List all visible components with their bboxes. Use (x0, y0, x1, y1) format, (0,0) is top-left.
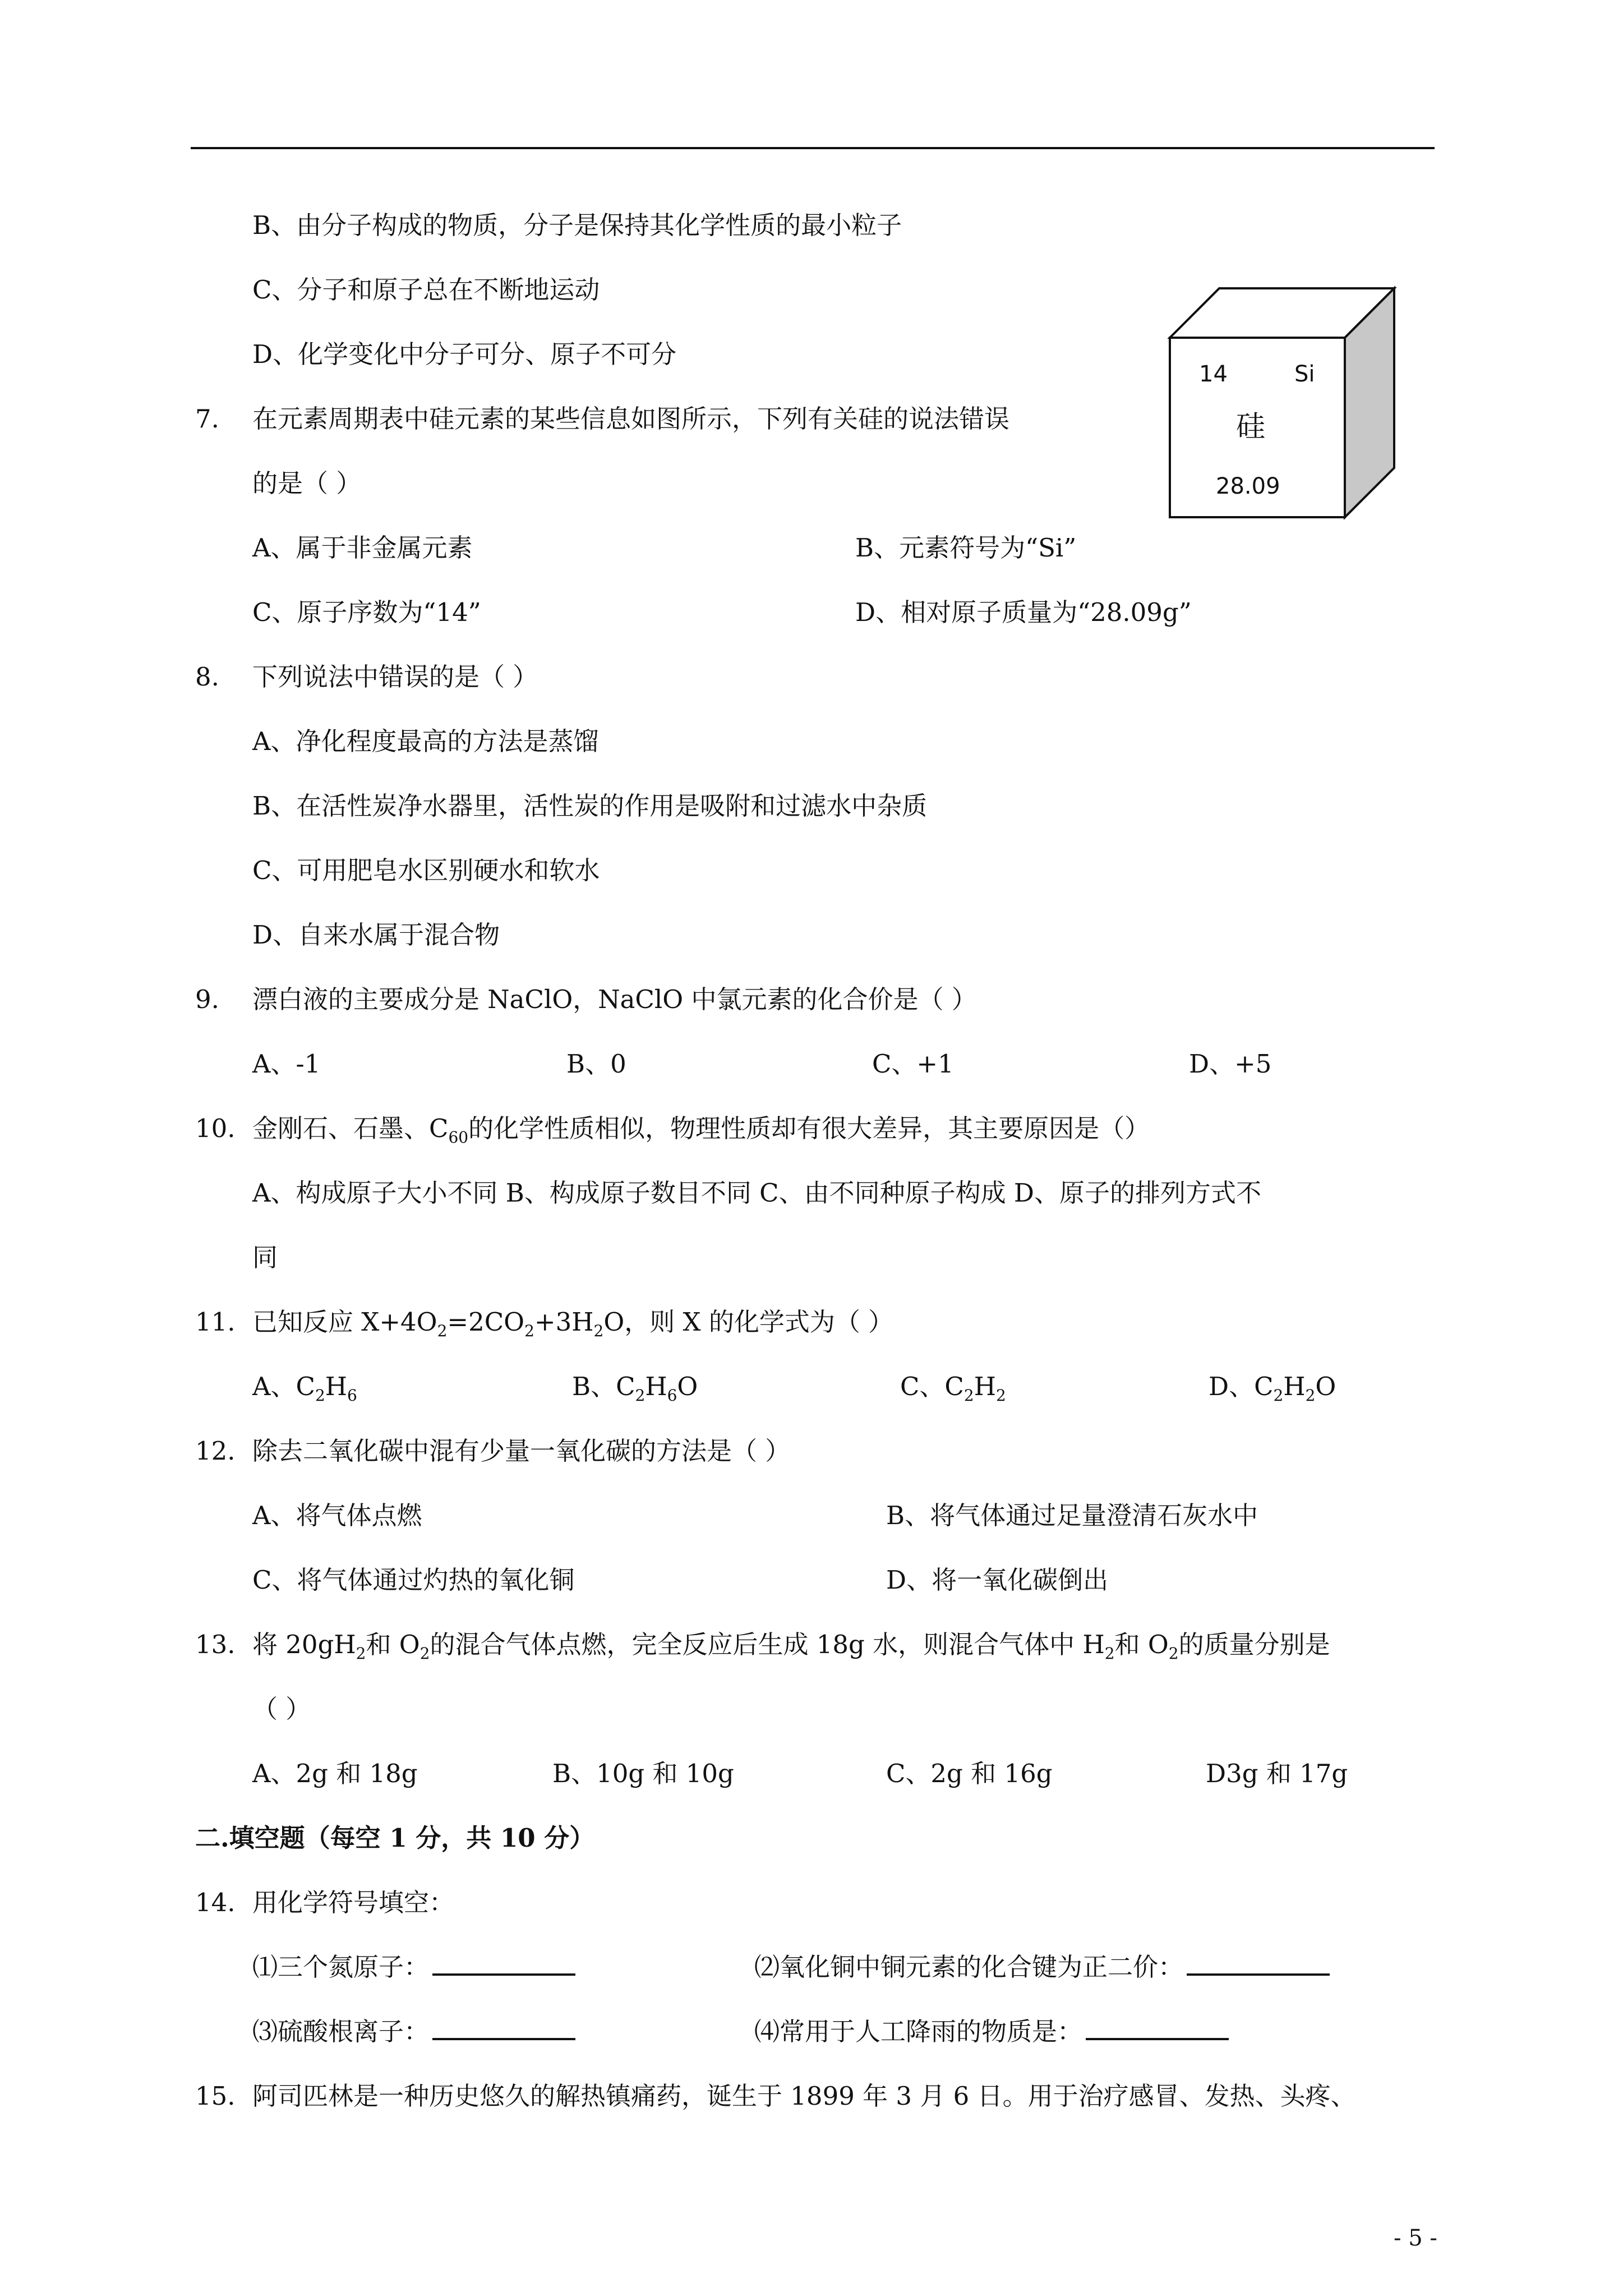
q10-number: 10. (195, 1114, 236, 1143)
q9-option-d: D、+5 (1189, 1049, 1272, 1079)
q7-stem-line1: 在元素周期表中硅元素的某些信息如图所示，下列有关硅的说法错误 (252, 404, 1010, 434)
q12-stem: 除去二氧化碳中混有少量一氧化碳的方法是（ ） (252, 1436, 791, 1466)
q8-number: 8. (195, 662, 219, 692)
q9-option-b: B、0 (566, 1049, 626, 1079)
q14-item-2: ⑵氧化铜中铜元素的化合键为正二价： (754, 1950, 1330, 1984)
q8-option-c: C、可用肥皂水区别硬水和软水 (252, 855, 600, 885)
q9-option-a: A、-1 (252, 1049, 321, 1079)
header-rule (191, 147, 1435, 149)
atomic-number: 14 (1199, 361, 1228, 387)
q9-option-c: C、+1 (872, 1049, 954, 1079)
q15-number: 15. (195, 2081, 236, 2111)
q9-number: 9. (195, 984, 219, 1014)
silicon-element-cube (1164, 280, 1400, 522)
q10-stem: 金刚石、石墨、$C_{60}$的化学性质相似，物理性质却有很大差异，其主要原因是（） (252, 1114, 1150, 1147)
q12-option-b: B、将气体通过足量澄清石灰水中 (886, 1501, 1258, 1530)
q11-number: 11. (195, 1307, 236, 1337)
q10-options-cont: 同 (252, 1243, 278, 1272)
q14-item-3: ⑶硫酸根离子： (252, 2015, 575, 2049)
atomic-mass: 28.09 (1216, 473, 1280, 499)
q9-stem: 漂白液的主要成分是 NaClO，NaClO 中氯元素的化合价是（ ） (252, 984, 977, 1014)
q6-option-d: D、化学变化中分子可分、原子不可分 (252, 339, 677, 369)
q13-option-b: B、10g 和 10g (552, 1759, 734, 1788)
q11-option-d: D、$C_2H_2O$ (1209, 1372, 1336, 1405)
q14-blank-2[interactable] (1187, 1951, 1330, 1976)
q11-option-b: B、$C_2H_6O$ (572, 1372, 698, 1405)
q10-options: A、构成原子大小不同 B、构成原子数目不同 C、由不同种原子构成 D、原子的排列方式不 (252, 1178, 1261, 1208)
q14-blank-4[interactable] (1086, 2016, 1229, 2040)
q11-stem: 已知反应 $X+4O_2=2CO_2+3H_2O$，则 X 的化学式为（ ） (252, 1307, 894, 1340)
q7-option-d: D、相对原子质量为“28.09g” (855, 597, 1192, 627)
q12-option-a: A、将气体点燃 (252, 1501, 422, 1530)
q12-option-d: D、将一氧化碳倒出 (886, 1565, 1109, 1595)
q7-option-b: B、元素符号为“Si” (855, 533, 1077, 563)
q12-number: 12. (195, 1436, 236, 1466)
q8-option-d: D、自来水属于混合物 (252, 920, 500, 950)
q7-option-c: C、原子序数为“14” (252, 597, 481, 627)
q13-option-a: A、2g 和 18g (252, 1759, 418, 1788)
q13-answer-parens: （ ） (252, 1694, 311, 1724)
q7-stem-line2: 的是（ ） (252, 468, 362, 498)
q14-number: 14. (195, 1888, 236, 1917)
q13-stem: 将 $20gH_2$和 $O_2$的混合气体点燃，完全反应后生成 18g 水，则混合气体中 $H_2$和 $O_2$的质量分别是 (252, 1630, 1330, 1663)
q7-option-a: A、属于非金属元素 (252, 533, 473, 563)
q7-number: 7. (195, 404, 219, 434)
q13-number: 13. (195, 1630, 236, 1659)
q14-item-1: ⑴三个氮原子： (252, 1950, 575, 1984)
q11-option-a: A、$C_2H_6$ (252, 1372, 357, 1405)
q6-option-b: B、由分子构成的物质，分子是保持其化学性质的最小粒子 (252, 210, 902, 240)
q8-option-b: B、在活性炭净水器里，活性炭的作用是吸附和过滤水中杂质 (252, 791, 928, 821)
q14-blank-1[interactable] (432, 1951, 575, 1976)
element-symbol: Si (1294, 361, 1315, 387)
section-2-heading: 二.填空题（每空 1 分，共 10 分） (195, 1823, 595, 1853)
element-name: 硅 (1236, 410, 1266, 444)
q13-option-c: C、2g 和 16g (886, 1759, 1053, 1788)
page-number: - 5 - (1394, 2225, 1437, 2251)
q6-option-c: C、分子和原子总在不断地运动 (252, 275, 600, 305)
q15-stem: 阿司匹林是一种历史悠久的解热镇痛药，诞生于 1899 年 3 月 6 日。用于治疗感冒、发热、头疼、 (252, 2081, 1356, 2111)
q11-option-c: C、$C_2H_2$ (900, 1372, 1006, 1405)
q13-option-d: D3g 和 17g (1206, 1759, 1348, 1788)
q8-option-a: A、净化程度最高的方法是蒸馏 (252, 726, 599, 756)
q12-option-c: C、将气体通过灼热的氧化铜 (252, 1565, 575, 1595)
q14-blank-3[interactable] (432, 2016, 575, 2040)
q14-item-4: ⑷常用于人工降雨的物质是： (754, 2015, 1229, 2049)
q8-stem: 下列说法中错误的是（ ） (252, 662, 538, 692)
q14-stem: 用化学符号填空： (252, 1888, 455, 1917)
